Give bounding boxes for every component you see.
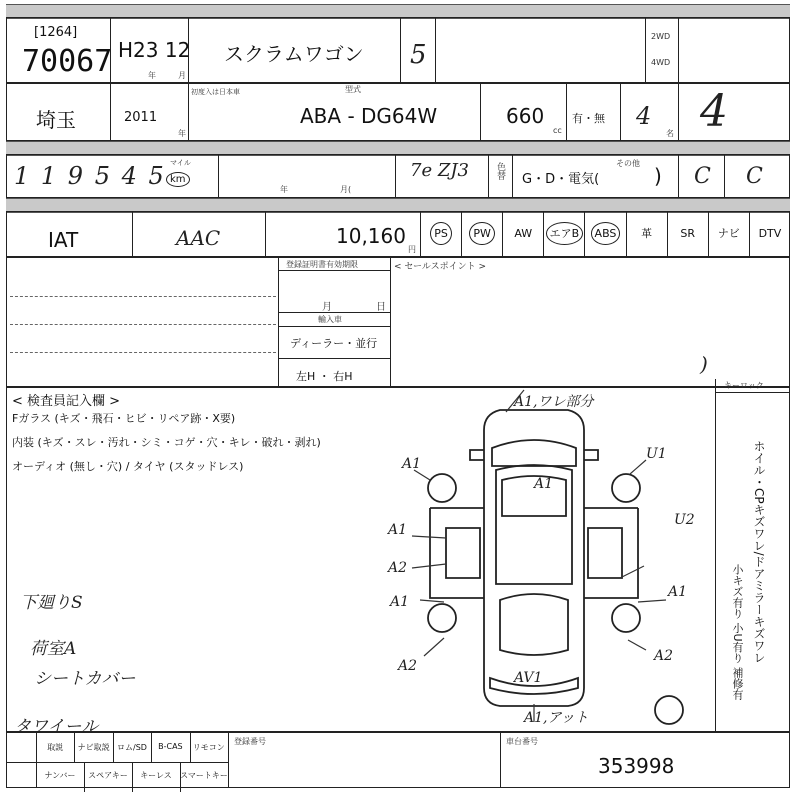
wheel-fr bbox=[612, 474, 640, 502]
exterior-grade: C bbox=[694, 164, 711, 189]
rear-window-outline bbox=[500, 594, 568, 655]
wheel-fl bbox=[428, 474, 456, 502]
recycle-unit: 円 bbox=[408, 245, 416, 254]
note-wheel: タワイール bbox=[14, 717, 99, 737]
equip-label: 革 bbox=[641, 227, 653, 240]
right-side-outline bbox=[584, 508, 638, 598]
chassis-number: 353998 bbox=[598, 754, 675, 778]
fuel-other: その他 bbox=[616, 159, 640, 168]
wheel-rl bbox=[428, 604, 456, 632]
interior-grade: C bbox=[746, 164, 763, 189]
body-outline bbox=[484, 430, 584, 706]
footer-cell: スペアキー bbox=[88, 771, 128, 780]
front-bumper-outline bbox=[484, 410, 584, 430]
color-no: 7e ZJ3 bbox=[410, 160, 470, 181]
footer-cell: リモコン bbox=[192, 743, 225, 752]
mirror-right bbox=[584, 450, 598, 460]
first-reg-note: 初度入は日本車 bbox=[191, 88, 240, 96]
equip-cell bbox=[584, 211, 625, 257]
mark-front-right: U1 bbox=[646, 446, 667, 462]
dealer: ディーラー・並行 bbox=[290, 337, 378, 350]
mark-left-rear: A1 bbox=[390, 594, 410, 610]
ref-bracket: [1264] bbox=[34, 25, 78, 40]
lot-number: 70067 bbox=[22, 44, 113, 79]
mark-roof: A1 bbox=[534, 476, 554, 492]
row3-month-unit: 月( bbox=[340, 185, 352, 194]
mirror-left bbox=[470, 450, 484, 460]
keylock-label: キーロック bbox=[724, 381, 764, 390]
reg-no-label: 登録番号 bbox=[234, 737, 266, 746]
mark-rear-left: A2 bbox=[398, 658, 418, 674]
equip-cell bbox=[461, 211, 502, 257]
equip-label: ABS bbox=[591, 222, 621, 245]
wheel-rr bbox=[612, 604, 640, 632]
equip-label: SR bbox=[680, 227, 696, 240]
equip-cell bbox=[626, 211, 667, 257]
cc: 660 bbox=[506, 104, 545, 128]
equip-cell bbox=[502, 211, 543, 257]
equip-cell bbox=[667, 211, 708, 257]
mark-rear-right: A2 bbox=[654, 648, 674, 664]
note-cargo: 荷室A bbox=[30, 639, 77, 659]
equip-label: PW bbox=[469, 222, 495, 245]
mileage-small: マイル bbox=[170, 159, 191, 167]
mark-left-door2: A2 bbox=[388, 560, 408, 576]
cc-unit: cc bbox=[553, 126, 562, 135]
score: 4 bbox=[700, 86, 728, 137]
steering: 左H ・ 右H bbox=[296, 370, 353, 383]
sales-hand-mark: ) bbox=[700, 352, 708, 376]
vertical-note-2: 小キズ有り 小U有り 補修有 bbox=[731, 564, 744, 701]
inspector-line3: オーディオ (無し・穴) / タイヤ (スタッドレス) bbox=[12, 460, 244, 473]
footer-cell: ナンバー bbox=[44, 771, 76, 780]
month-unit: 月 bbox=[178, 71, 186, 80]
region: 埼玉 bbox=[36, 108, 76, 132]
mark-left-door1: A1 bbox=[388, 522, 408, 538]
aircon: AAC bbox=[176, 226, 221, 250]
mark-rear-bumper: AV1 bbox=[514, 670, 543, 686]
mileage-unit: km bbox=[166, 172, 190, 187]
car-name: スクラムワゴン bbox=[224, 42, 364, 66]
drive-2wd: 2WD bbox=[651, 32, 671, 41]
footer-cell: ロム/SD bbox=[117, 743, 147, 752]
footer-cell: キーレス bbox=[140, 771, 172, 780]
spare-circle bbox=[655, 696, 683, 724]
inspect-month: 月 bbox=[322, 302, 332, 313]
year-month: H23 12 bbox=[118, 38, 191, 62]
inspector-line2: 内装 (キズ・スレ・汚れ・シミ・コゲ・穴・キレ・破れ・剥れ) bbox=[12, 436, 321, 449]
drive-4wd: 4WD bbox=[651, 58, 671, 67]
row2-year-unit: 年 bbox=[178, 129, 186, 138]
mileage: 1 1 9 5 4 5 bbox=[14, 162, 166, 190]
sales-point: < セールスポイント > bbox=[394, 262, 486, 272]
equip-label: エアB bbox=[546, 222, 584, 245]
inspect-label: 登録証明書有効期限 bbox=[286, 260, 358, 269]
transmission: IAT bbox=[48, 228, 79, 252]
first-reg-year: 2011 bbox=[124, 110, 158, 125]
import-label: 輸入車 bbox=[318, 315, 342, 324]
capacity-unit: 名 bbox=[666, 129, 674, 138]
mark-right-rear: A1 bbox=[668, 584, 688, 600]
row-5 bbox=[6, 257, 790, 387]
inspector-title: < 検査員記入欄 > bbox=[12, 394, 121, 409]
chassis-label: 車台番号 bbox=[506, 737, 538, 746]
mark-right-door: U2 bbox=[674, 512, 695, 528]
equip-label: PS bbox=[430, 222, 452, 245]
fuel-close: ) bbox=[654, 164, 662, 188]
ac-label: 有・無 bbox=[572, 112, 605, 125]
note-underbody: 下廻りS bbox=[20, 593, 83, 613]
grade: 5 bbox=[410, 40, 427, 70]
inspect-day: 日 bbox=[376, 302, 386, 313]
color-label: 色替 bbox=[495, 162, 505, 180]
equip-label: DTV bbox=[758, 227, 782, 240]
equip-cell bbox=[420, 211, 461, 257]
equip-cell bbox=[749, 211, 790, 257]
footer-cell: 取説 bbox=[47, 743, 64, 752]
footer-cell: B-CAS bbox=[158, 742, 183, 751]
model: ABA - DG64W bbox=[300, 104, 438, 128]
mark-bottom: A1,アット bbox=[524, 710, 589, 726]
capacity: 4 bbox=[636, 102, 652, 130]
left-side-outline bbox=[430, 508, 484, 598]
car-damage-diagram bbox=[384, 388, 695, 728]
model-label: 型式 bbox=[345, 85, 361, 94]
row3-year-unit: 年 bbox=[280, 185, 288, 194]
equip-label: AW bbox=[514, 227, 533, 240]
equip-cell bbox=[708, 211, 749, 257]
footer-cell: ナビ取説 bbox=[77, 743, 110, 752]
mark-front-left: A1 bbox=[402, 456, 422, 472]
note-seatcover: シートカバー bbox=[34, 669, 136, 689]
vertical-note: ホイル・CPキズワレ/ドアミラーキズワレ bbox=[752, 440, 766, 664]
mark-top: A1,ワレ部分 bbox=[514, 394, 594, 410]
equip-label: ナビ bbox=[717, 227, 740, 240]
fuel: G・D・電気( bbox=[522, 172, 600, 187]
recycle-fee: 10,160 bbox=[336, 224, 406, 248]
year-unit: 年 bbox=[148, 71, 156, 80]
hood-outline bbox=[492, 440, 576, 466]
equip-cell bbox=[543, 211, 584, 257]
inspector-line1: Fガラス (キズ・飛石・ヒビ・リペア跡・X要) bbox=[12, 412, 236, 425]
footer-cell: スマートキー bbox=[180, 771, 228, 780]
